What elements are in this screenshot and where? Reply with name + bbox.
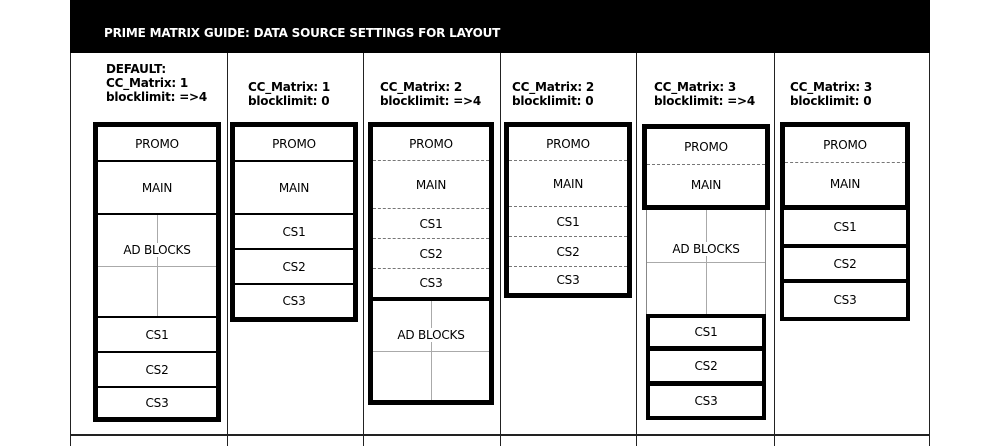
block-cs3: CS3 xyxy=(145,395,169,410)
block-main: MAIN xyxy=(829,177,861,191)
header-line: blocklimit: =>4 xyxy=(106,90,208,104)
block-main: MAIN xyxy=(373,161,489,209)
header-line: CC_Matrix: 1 xyxy=(106,76,189,90)
header-line: CC_Matrix: 3 xyxy=(790,80,873,94)
header-line: CC_Matrix: 3 xyxy=(654,80,737,94)
block-cs1: CS1 xyxy=(646,314,766,350)
block-ad-blocks xyxy=(373,301,489,400)
header-line: blocklimit: =>4 xyxy=(654,94,756,108)
layout-matrix3-0-top xyxy=(780,122,910,210)
block-ad-blocks xyxy=(98,215,216,318)
ad-blocks-label-wrap xyxy=(98,243,216,257)
block-cs3: CS3 xyxy=(282,294,306,308)
bottom-divider xyxy=(70,434,930,436)
header-line: CC_Matrix: 2 xyxy=(380,80,463,94)
column-divider xyxy=(774,53,775,446)
title-banner xyxy=(70,0,930,53)
block-promo: PROMO xyxy=(98,127,216,162)
block-ad-blocks xyxy=(646,210,766,314)
block-promo: PROMO xyxy=(785,127,905,163)
header-line: blocklimit: 0 xyxy=(512,94,594,108)
column-header-matrix3-4 xyxy=(654,80,755,108)
block-cs1: CS1 xyxy=(373,209,489,239)
ad-grid-horizontal xyxy=(98,266,216,267)
ad-blocks-label-wrap xyxy=(647,242,765,256)
column-divider xyxy=(70,53,71,446)
block-cs1: CS1 xyxy=(509,207,627,237)
block-promo: PROMO xyxy=(373,127,489,161)
column-header-matrix3-0 xyxy=(790,80,872,108)
block-cs2: CS2 xyxy=(373,239,489,269)
block-promo: PROMO xyxy=(647,129,765,165)
column-divider xyxy=(636,53,637,446)
ad-blocks-label: AD BLOCKS xyxy=(397,328,465,342)
column-header-matrix1-0 xyxy=(248,80,330,108)
dashed-group xyxy=(509,127,627,293)
block-cs3: CS3 xyxy=(646,384,766,420)
ad-blocks-label: AD BLOCKS xyxy=(123,243,191,257)
block-main: MAIN xyxy=(690,178,722,192)
block-promo: PROMO xyxy=(235,127,353,162)
block-cs1: CS1 xyxy=(235,215,353,250)
block-cs2: CS2 xyxy=(646,349,766,385)
block-cs2: CS2 xyxy=(780,246,910,283)
block-main: MAIN xyxy=(509,161,627,207)
page-title: PRIME MATRIX GUIDE: DATA SOURCE SETTINGS FOR LAYOUT xyxy=(104,26,501,40)
header-line: CC_Matrix: 1 xyxy=(248,80,331,94)
dashed-group xyxy=(373,127,489,301)
ad-grid-horizontal xyxy=(647,262,765,263)
column-divider xyxy=(929,53,930,446)
header-line: blocklimit: 0 xyxy=(248,94,330,108)
block-cs2: CS2 xyxy=(509,237,627,267)
column-header-matrix2-0 xyxy=(512,80,594,108)
block-cs2: CS2 xyxy=(98,353,216,388)
ad-blocks-label: AD BLOCKS xyxy=(672,242,740,256)
ad-grid-horizontal xyxy=(373,351,489,352)
dashed-group xyxy=(647,129,765,205)
header-line: CC_Matrix: 2 xyxy=(512,80,595,94)
layout-matrix3-4-top xyxy=(642,124,770,210)
block-main: MAIN xyxy=(98,162,216,215)
layout-matrix2-4 xyxy=(368,122,494,405)
header-line: blocklimit: =>4 xyxy=(380,94,482,108)
column-header-default xyxy=(106,62,207,104)
block-cs3: CS3 xyxy=(419,276,443,290)
block-cs1: CS1 xyxy=(780,210,910,248)
layout-matrix1-0 xyxy=(230,122,358,322)
header-line: blocklimit: 0 xyxy=(790,94,872,108)
block-main: MAIN xyxy=(235,162,353,215)
column-divider xyxy=(500,53,501,446)
ad-blocks-label-wrap xyxy=(373,328,489,342)
block-cs2: CS2 xyxy=(235,250,353,285)
block-promo: PROMO xyxy=(509,127,627,161)
block-cs3: CS3 xyxy=(556,273,580,287)
block-cs3: CS3 xyxy=(780,281,910,321)
header-line: DEFAULT: xyxy=(106,62,167,76)
column-header-matrix2-4 xyxy=(380,80,481,108)
dashed-group xyxy=(785,127,905,205)
layout-default xyxy=(93,122,221,422)
column-divider xyxy=(363,53,364,446)
column-divider xyxy=(227,53,228,446)
block-cs1: CS1 xyxy=(98,318,216,353)
layout-matrix2-0 xyxy=(504,122,632,298)
